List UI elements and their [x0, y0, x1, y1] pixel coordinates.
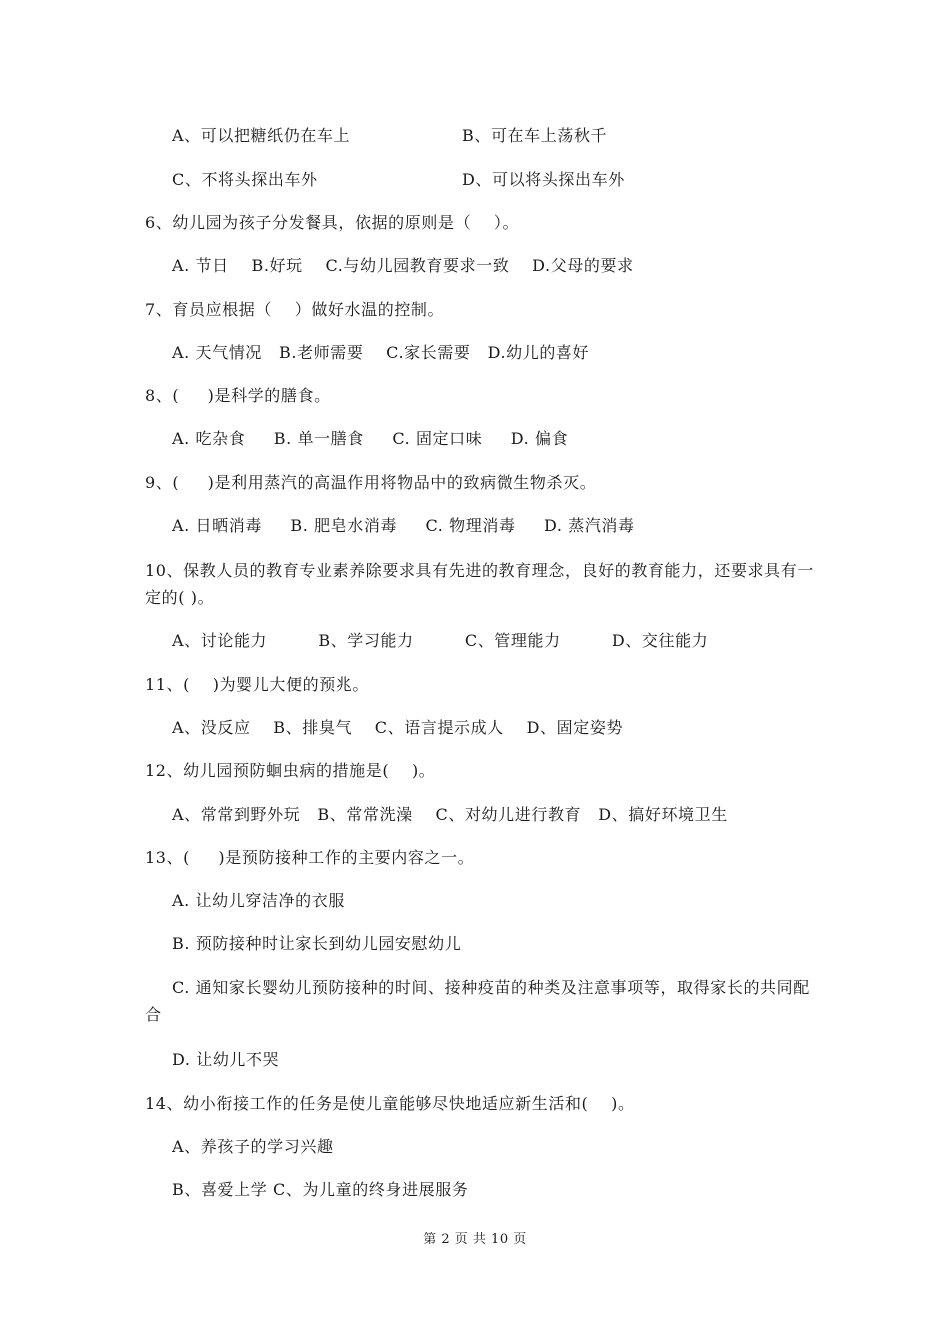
q5-option-c: C、不将头探出车外 — [172, 170, 318, 189]
question-8-options: A. 吃杂食 B. 单一膳食 C. 固定口味 D. 偏食 — [172, 429, 569, 448]
question-14: 14、幼小衔接工作的任务是使儿童能够尽快地适应新生活和( )。 — [145, 1094, 635, 1113]
question-9: 9、( )是利用蒸汽的高温作用将物品中的致病微生物杀灭。 — [145, 473, 597, 492]
question-7: 7、育员应根据（ ）做好水温的控制。 — [145, 300, 445, 319]
page-footer: 第 2 页 共 10 页 — [423, 1232, 527, 1247]
question-13: 13、( )是预防接种工作的主要内容之一。 — [145, 848, 475, 867]
question-14-option-bc: B、喜爱上学 C、为儿童的终身进展服务 — [172, 1180, 469, 1199]
question-13-option-c: C. 通知家长婴幼儿预防接种的时间、接种疫苗的种类及注意事项等，取得家长的共同配合 — [145, 978, 810, 1024]
q5-option-b: B、可在车上荡秋千 — [462, 126, 608, 145]
question-13-option-d: D. 让幼儿不哭 — [172, 1050, 280, 1069]
question-13-option-b: B. 预防接种时让家长到幼儿园安慰幼儿 — [172, 934, 462, 953]
question-9-options: A. 日晒消毒 B. 肥皂水消毒 C. 物理消毒 D. 蒸汽消毒 — [172, 516, 635, 535]
question-11: 11、( )为婴儿大便的预兆。 — [145, 675, 369, 694]
question-6-options: A. 节日 B.好玩 C.与幼儿园教育要求一致 D.父母的要求 — [172, 256, 634, 275]
question-12: 12、幼儿园预防蛔虫病的措施是( )。 — [145, 761, 436, 780]
question-10-options: A、讨论能力 B、学习能力 C、管理能力 D、交往能力 — [172, 631, 709, 650]
q5-option-d: D、可以将头探出车外 — [462, 170, 625, 189]
question-8: 8、( )是科学的膳食。 — [145, 386, 331, 405]
question-6: 6、幼儿园为孩子分发餐具，依据的原则是（ ）。 — [145, 213, 520, 232]
question-12-options: A、常常到野外玩 B、常常洗澡 C、对幼儿进行教育 D、搞好环境卫生 — [172, 805, 728, 824]
q5-option-a: A、可以把糖纸仍在车上 — [172, 126, 351, 145]
question-11-options: A、没反应 B、排臭气 C、语言提示成人 D、固定姿势 — [172, 718, 624, 737]
question-7-options: A. 天气情况 B.老师需要 C.家长需要 D.幼儿的喜好 — [172, 343, 590, 362]
question-10: 10、保教人员的教育专业素养除要求具有先进的教育理念，良好的教育能力，还要求具有一定的( )。 — [145, 561, 814, 607]
question-14-option-a: A、养孩子的学习兴趣 — [172, 1137, 334, 1156]
question-13-option-a: A. 让幼儿穿洁净的衣服 — [172, 891, 345, 910]
